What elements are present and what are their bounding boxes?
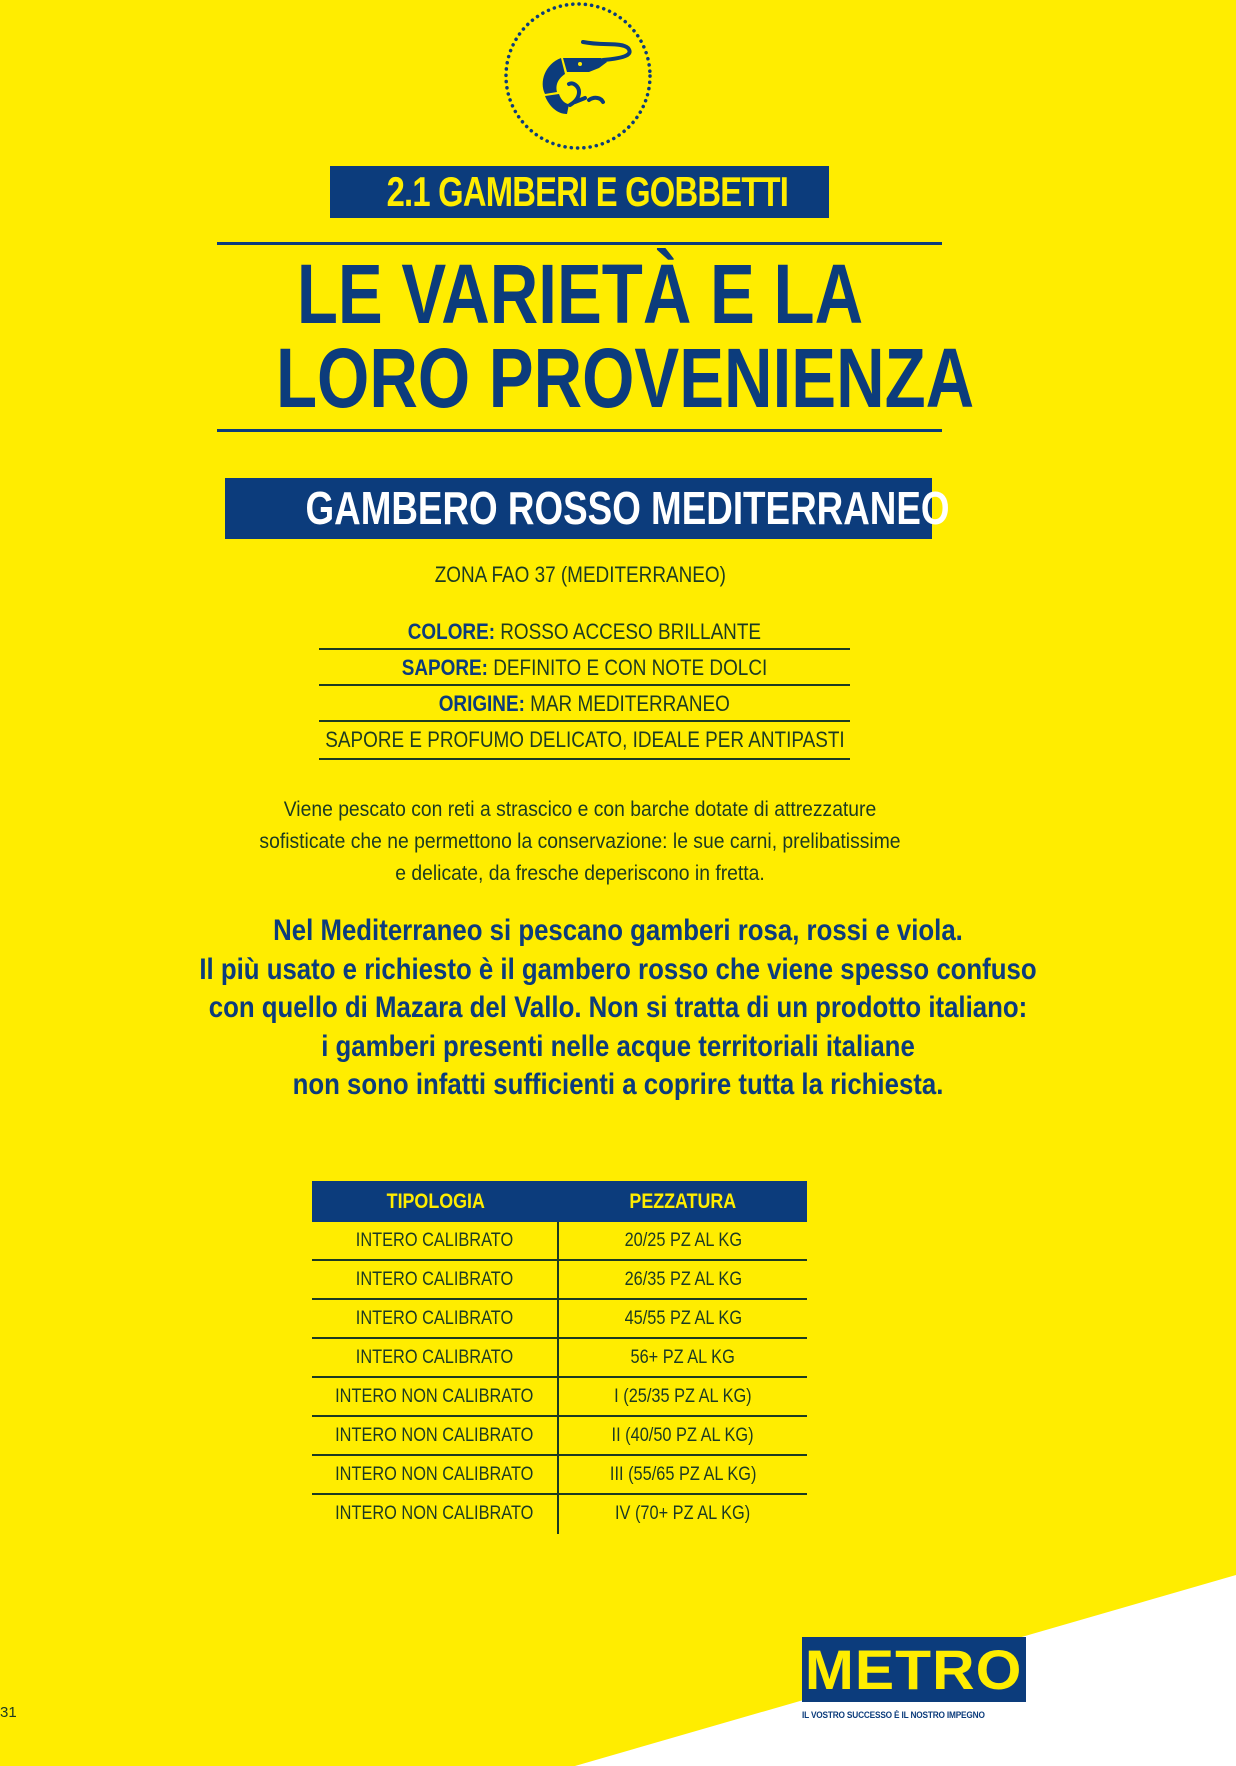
table-row: [312, 1495, 807, 1534]
highlight-paragraph: [80, 912, 1156, 1105]
cell-tipologia: INTERO CALIBRATO: [312, 1261, 559, 1298]
table-row: [312, 1300, 807, 1339]
cell-tipologia: INTERO CALIBRATO: [312, 1222, 559, 1259]
title-line-1: LE VARIETÀ E LA: [296, 247, 864, 341]
title-line-2: LORO PROVENIENZA: [276, 331, 975, 425]
description-line: Viene pescato con reti a strascico e con barche dotate di attrezzature: [283, 798, 877, 821]
table-header: [312, 1181, 807, 1222]
cell-pezzatura: I (25/35 PZ AL KG): [614, 1386, 752, 1407]
cell-tipologia: INTERO CALIBRATO: [312, 1339, 559, 1376]
table-row: [312, 1456, 807, 1495]
attribute-colore: [319, 614, 850, 650]
cell-tipologia: INTERO CALIBRATO: [312, 1300, 559, 1337]
title-rule-top: [217, 242, 942, 245]
attribute-divider: [319, 758, 850, 760]
cell-pezzatura: 56+ PZ AL KG: [630, 1347, 736, 1368]
cell-tipologia: INTERO NON CALIBRATO: [312, 1456, 559, 1493]
logo-text: METRO: [805, 1638, 1023, 1701]
highlight-line: con quello di Mazara del Vallo. Non si tratta di un prodotto italiano:: [208, 991, 1028, 1024]
highlight-line: Il più usato e richiesto è il gambero rosso che viene spesso confuso: [199, 952, 1037, 986]
attribute-sapore: [319, 650, 850, 686]
attribute-value: ROSSO ACCESO BRILLANTE: [500, 619, 762, 644]
brand-tagline: [802, 1709, 1026, 1721]
cell-pezzatura: 26/35 PZ AL KG: [624, 1269, 742, 1290]
size-table: [312, 1181, 807, 1534]
title-rule-bottom: [217, 429, 942, 432]
cell-tipologia: INTERO NON CALIBRATO: [312, 1378, 559, 1415]
attribute-label: ORIGINE:: [438, 691, 526, 716]
description-line: sofisticate che ne permettono la conservazione: le sue carni, prelibatissime: [259, 830, 901, 853]
table-row: [312, 1378, 807, 1417]
species-name: GAMBERO ROSSO MEDITERRANEO: [305, 482, 950, 534]
cell-pezzatura: IV (70+ PZ AL KG): [615, 1503, 751, 1524]
species-heading: [225, 478, 950, 539]
attribute-label: SAPORE:: [401, 655, 488, 680]
cell-tipologia: INTERO NON CALIBRATO: [312, 1417, 559, 1454]
attribute-value: DEFINITO E CON NOTE DOLCI: [493, 655, 768, 680]
cell-pezzatura: III (55/65 PZ AL KG): [609, 1464, 757, 1485]
cell-pezzatura: 20/25 PZ AL KG: [624, 1230, 742, 1251]
attribute-list: [319, 614, 850, 760]
page-number: 31: [0, 1704, 17, 1721]
cell-pezzatura: II (40/50 PZ AL KG): [612, 1425, 754, 1446]
attribute-note: [279, 722, 890, 758]
attribute-label: COLORE:: [407, 619, 496, 644]
attribute-value: MAR MEDITERRANEO: [530, 691, 731, 716]
table-row: [312, 1222, 807, 1261]
page-title: [200, 247, 975, 425]
highlight-line: i gamberi presenti nelle acque territoriali italiane: [321, 1029, 915, 1063]
shrimp-icon: [503, 2, 653, 152]
column-header-pezzatura: PEZZATURA: [629, 1190, 737, 1213]
attribute-origine: [319, 686, 850, 722]
chapter-label: [330, 166, 829, 218]
table-row: [312, 1339, 807, 1378]
fao-zone-text: ZONA FAO 37 (MEDITERRANEO): [434, 562, 726, 587]
attribute-note-text: SAPORE E PROFUMO DELICATO, IDEALE PER ANTIPASTI: [324, 727, 845, 752]
description-line: e delicate, da fresche deperiscono in fretta.: [395, 862, 765, 885]
fao-zone: [200, 562, 960, 588]
table-row: [312, 1261, 807, 1300]
chapter-label-text: 2.1 GAMBERI E GOBBETTI: [386, 168, 789, 215]
cell-tipologia: INTERO NON CALIBRATO: [312, 1495, 559, 1534]
metro-logo: [802, 1637, 1026, 1702]
cell-pezzatura: 45/55 PZ AL KG: [624, 1308, 742, 1329]
description-paragraph: [150, 794, 1010, 890]
tagline-text: IL VOSTRO SUCCESSO È IL NOSTRO IMPEGNO: [802, 1710, 985, 1720]
highlight-line: Nel Mediterraneo si pescano gamberi rosa, rossi e viola.: [273, 914, 963, 947]
highlight-line: non sono infatti sufficienti a coprire tutta la richiesta.: [292, 1068, 944, 1101]
column-header-tipologia: TIPOLOGIA: [386, 1190, 485, 1213]
table-row: [312, 1417, 807, 1456]
